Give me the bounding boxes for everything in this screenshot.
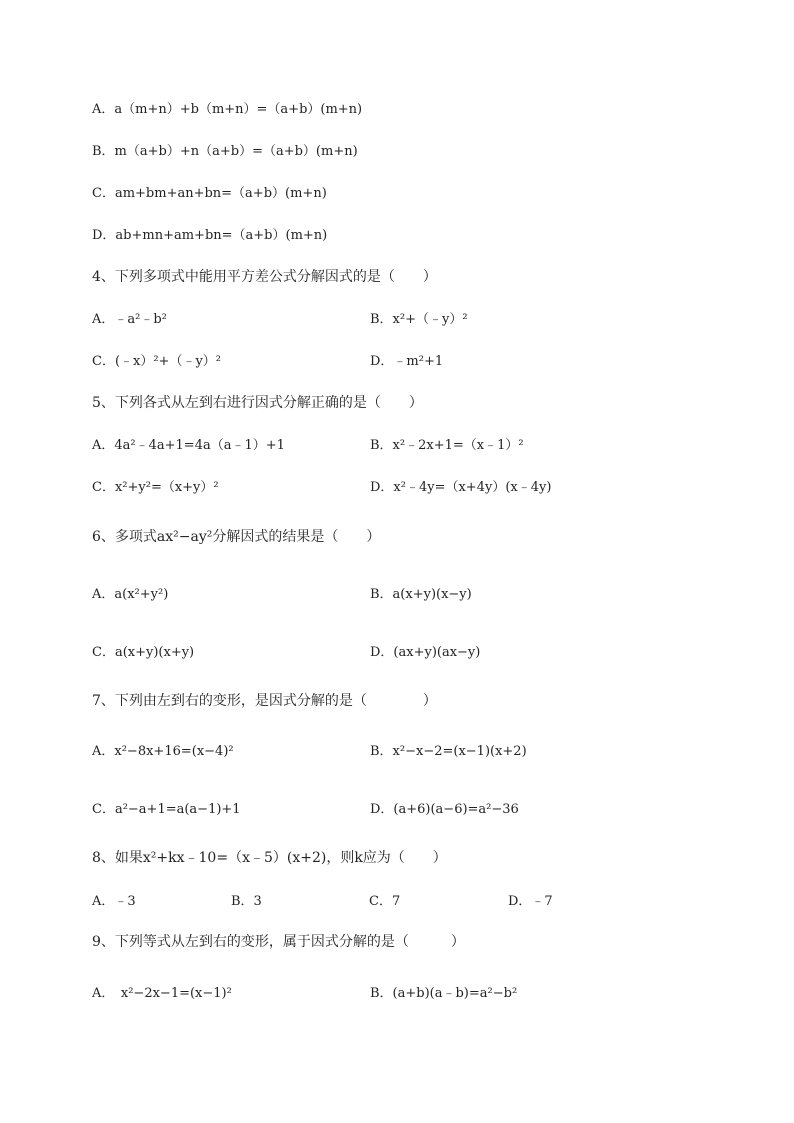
q3-option-b: B．m（a+b）+n（a+b）=（a+b）(m+n) <box>92 144 358 159</box>
q8-option-d: D．﹣7 <box>508 894 553 909</box>
question-4-text: 4、下列多项式中能用平方差公式分解因式的是（ ） <box>92 269 437 285</box>
q3-option-d: D．ab+mn+am+bn=（a+b）(m+n) <box>92 228 328 243</box>
q6-option-c: C．a(x+y)(x+y) <box>92 645 195 660</box>
q8-option-b: B．3 <box>231 894 262 909</box>
q8-option-c: C．7 <box>369 894 401 909</box>
question-5-text: 5、下列各式从左到右进行因式分解正确的是（ ） <box>92 395 423 411</box>
q4-option-a: A．﹣a²﹣b² <box>92 312 167 327</box>
q5-option-b: B．x²﹣2x+1=（x﹣1）² <box>370 438 524 453</box>
question-8-text: 8、如果x²+kx﹣10=（x﹣5）(x+2)，则k应为（ ） <box>92 850 447 866</box>
question-7-text: 7、下列由左到右的变形，是因式分解的是（ ） <box>92 693 437 709</box>
q7-option-a: A．x²−8x+16=(x−4)² <box>92 744 234 759</box>
question-6-text: 6、多项式ax²−ay²分解因式的结果是（ ） <box>92 529 381 545</box>
q4-option-c: C．(﹣x）²+（﹣y）² <box>92 354 222 369</box>
q5-option-d: D．x²﹣4y=（x+4y）(x﹣4y) <box>370 480 552 495</box>
q6-option-a: A．a(x²+y²) <box>92 587 169 602</box>
q6-option-d: D．(ax+y)(ax−y) <box>370 645 481 660</box>
q7-option-c: C．a²−a+1=a(a−1)+1 <box>92 802 241 817</box>
q7-option-b: B．x²−x−2=(x−1)(x+2) <box>370 744 527 759</box>
q7-option-d: D．(a+6)(a−6)=a²−36 <box>370 802 519 817</box>
q5-option-a: A．4a²﹣4a+1=4a（a﹣1）+1 <box>92 438 285 453</box>
q6-option-b: B．a(x+y)(x−y) <box>370 587 472 602</box>
q9-option-b: B．(a+b)(a﹣b)=a²−b² <box>370 986 518 1001</box>
q4-option-d: D．﹣m²+1 <box>370 354 444 369</box>
q3-option-a: A．a（m+n）+b（m+n）=（a+b）(m+n) <box>92 102 363 117</box>
q8-option-a: A．﹣3 <box>92 894 136 909</box>
q4-option-b: B．x²+（﹣y）² <box>370 312 468 327</box>
question-9-text: 9、下列等式从左到右的变形，属于因式分解的是（ ） <box>92 934 465 950</box>
q3-option-c: C．am+bm+an+bn=（a+b）(m+n) <box>92 186 327 201</box>
q9-option-a: A． x²−2x−1=(x−1)² <box>92 986 232 1001</box>
q5-option-c: C．x²+y²=（x+y）² <box>92 480 219 495</box>
